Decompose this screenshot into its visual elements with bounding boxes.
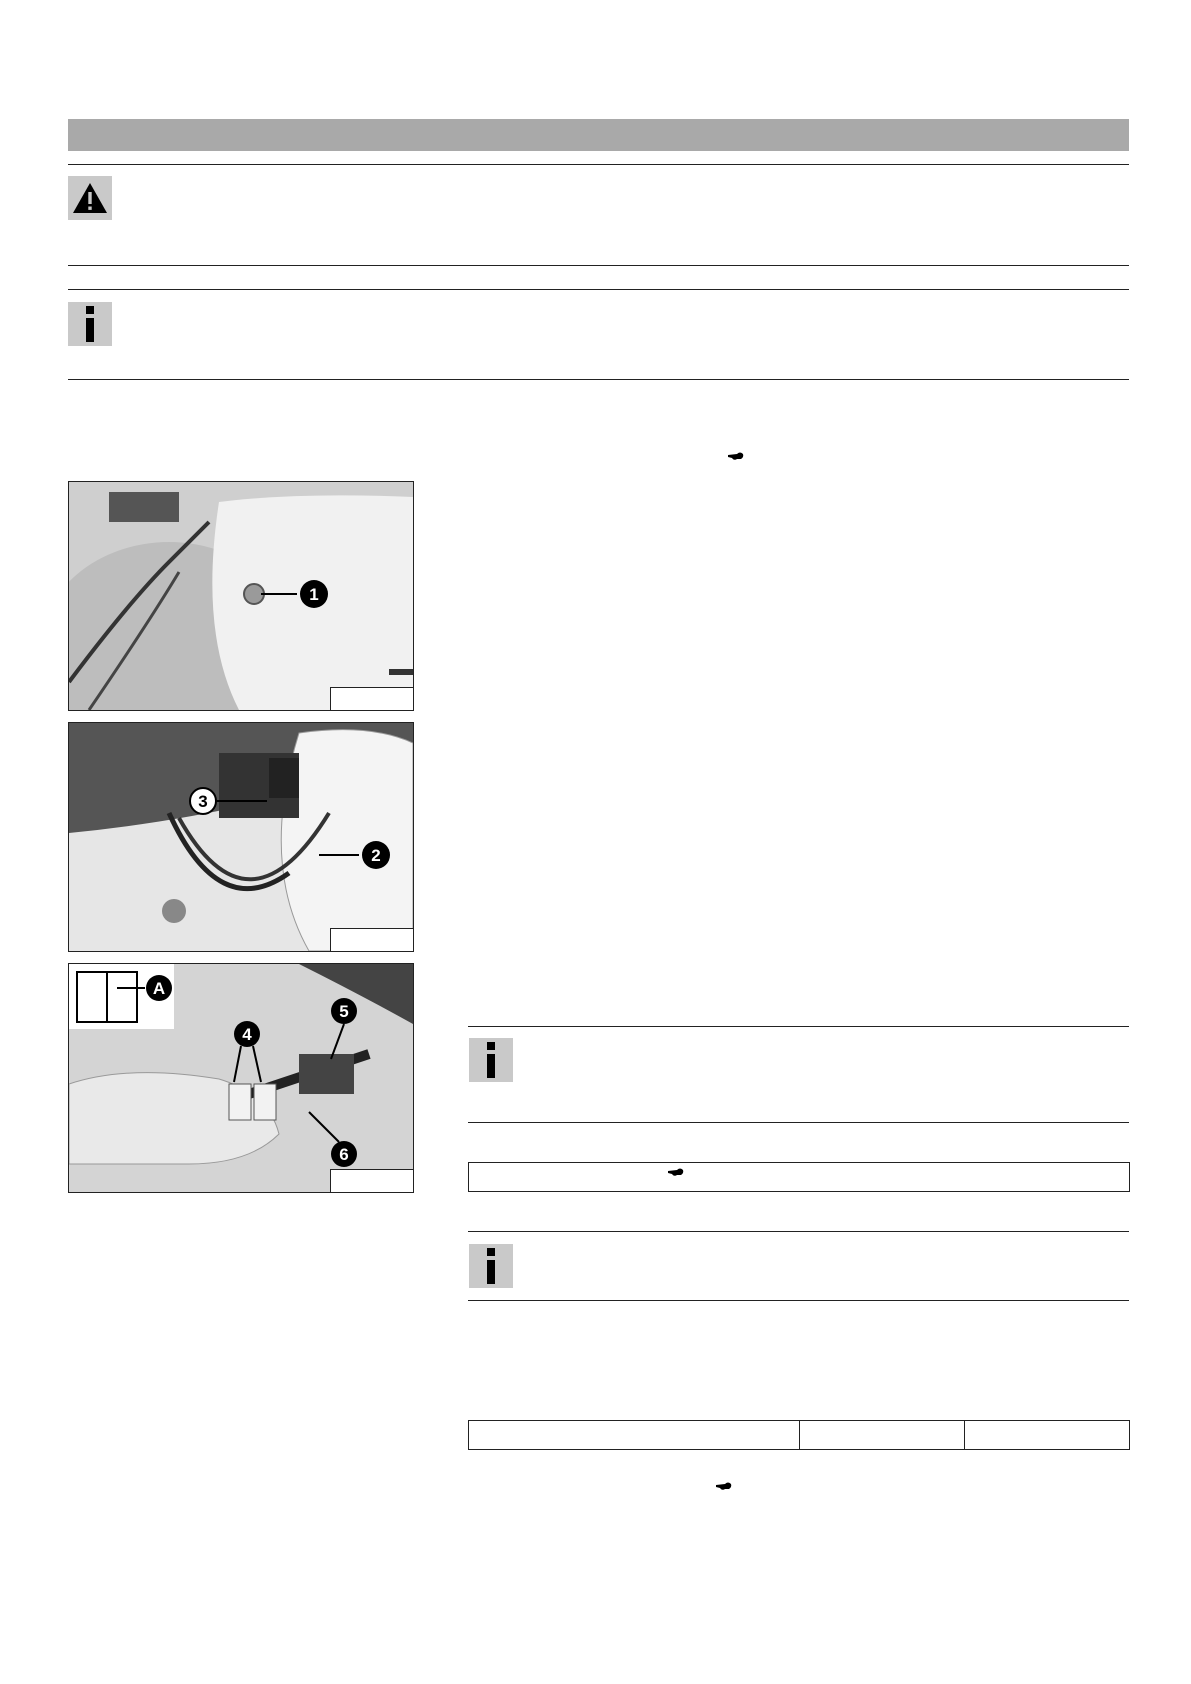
table-column-divider [799, 1421, 800, 1449]
figure-photo-1 [68, 481, 414, 711]
info-icon [484, 1248, 498, 1284]
divider [468, 1026, 1129, 1027]
info-icon [484, 1042, 498, 1078]
table-column-divider [964, 1421, 965, 1449]
divider [68, 289, 1129, 290]
reference-table [468, 1162, 1130, 1192]
callout-label: 5 [339, 1002, 349, 1021]
divider [68, 379, 1129, 380]
callout-label: 1 [309, 585, 319, 604]
figure-photo-2 [68, 722, 414, 952]
section-header-bar [68, 119, 1129, 151]
divider [68, 265, 1129, 266]
pointing-hand-icon [728, 451, 744, 461]
divider [468, 1300, 1129, 1301]
callout-label: A [152, 979, 166, 998]
warning-icon-box [68, 176, 112, 220]
info-icon-box [469, 1038, 513, 1082]
info-icon-box [469, 1244, 513, 1288]
info-icon-box [68, 302, 112, 346]
divider [468, 1122, 1129, 1123]
pointing-hand-icon [668, 1167, 684, 1177]
pointing-hand-icon [716, 1481, 732, 1491]
figure-reference-box [330, 687, 413, 710]
figure-reference-box [330, 928, 413, 951]
callout-label: 2 [371, 846, 381, 865]
spec-table [468, 1420, 1130, 1450]
callout-label: 3 [198, 792, 208, 811]
divider [468, 1231, 1129, 1232]
figure-photo-3 [68, 963, 414, 1193]
figure-reference-box [330, 1169, 413, 1192]
callout-label: 4 [242, 1025, 252, 1044]
info-icon [83, 306, 97, 342]
divider [68, 164, 1129, 165]
warning-triangle-icon [72, 181, 108, 215]
callout-label: 6 [339, 1145, 349, 1164]
